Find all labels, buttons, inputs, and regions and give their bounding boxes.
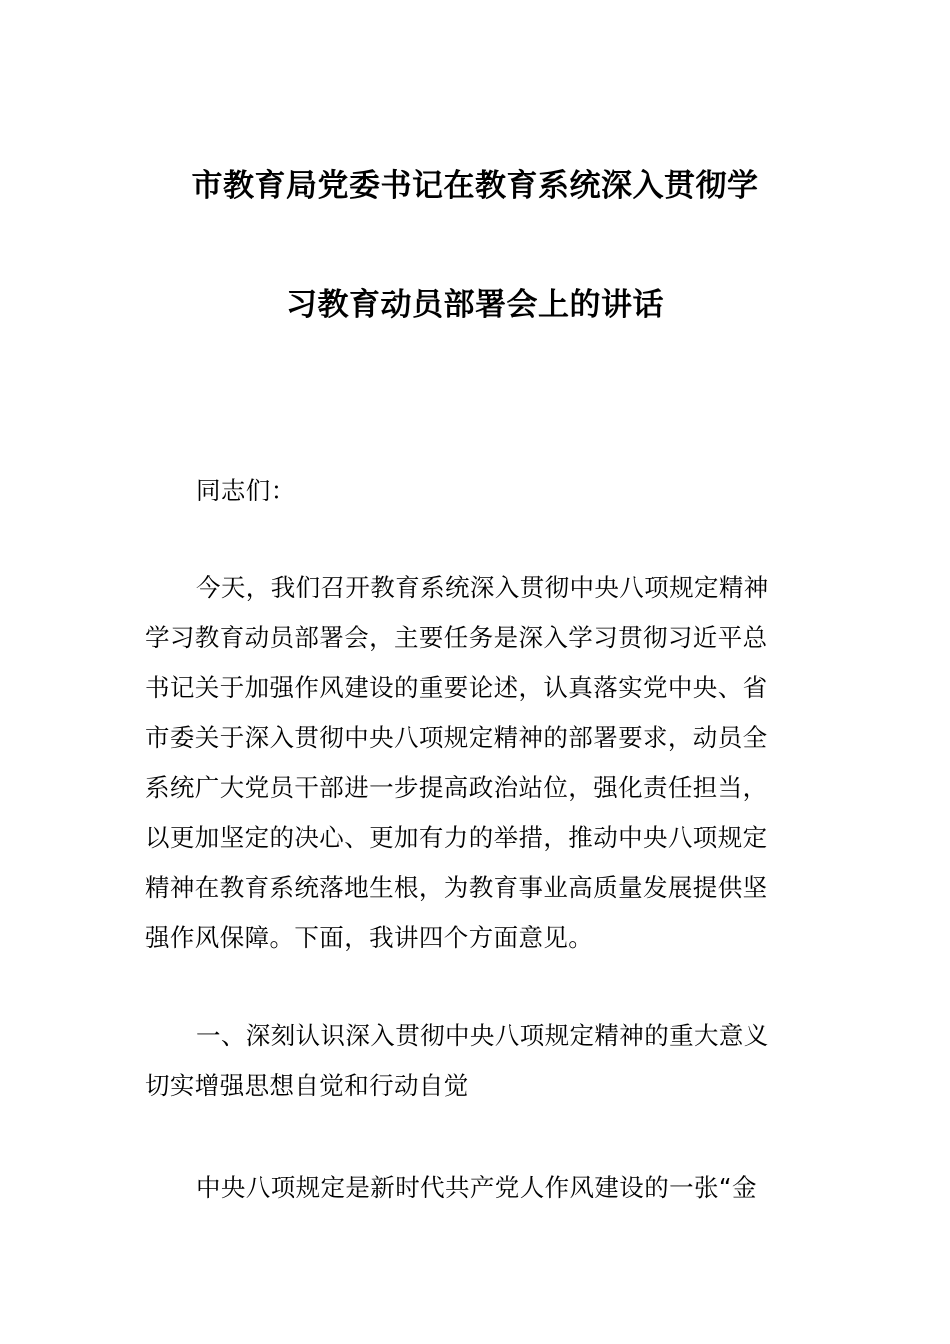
paragraph-line: 系统广大党员干部进一步提高政治站位，强化责任担当， <box>145 773 768 802</box>
paragraph-line: 书记关于加强作风建设的重要论述，认真落实党中央、省 <box>145 673 768 702</box>
paragraph-line: 强作风保障。下面，我讲四个方面意见。 <box>145 923 594 952</box>
document-title-line-1: 市教育局党委书记在教育系统深入贯彻学 <box>191 168 759 204</box>
paragraph-line: 市委关于深入贯彻中央八项规定精神的部署要求，动员全 <box>145 723 768 752</box>
paragraph-line: 以更加坚定的决心、更加有力的举措，推动中央八项规定 <box>145 823 768 852</box>
paragraph-line: 今天，我们召开教育系统深入贯彻中央八项规定精神 <box>196 573 769 602</box>
section-heading-1 <box>145 1011 810 1111</box>
document-title-line-2: 习教育动员部署会上的讲话 <box>286 287 664 323</box>
paragraph-line: 精神在教育系统落地生根，为教育事业高质量发展提供坚 <box>145 873 768 902</box>
salutation <box>145 466 810 516</box>
paragraph-line: 中央八项规定是新时代共产党人作风建设的一张“金 <box>196 1173 757 1202</box>
intro-paragraph <box>145 563 810 963</box>
next-paragraph <box>145 1163 810 1213</box>
section-heading-line: 一、深刻认识深入贯彻中央八项规定精神的重大意义 <box>196 1021 769 1050</box>
section-heading-line: 切实增强思想自觉和行动自觉 <box>145 1071 469 1100</box>
paragraph-line: 学习教育动员部署会，主要任务是深入学习贯彻习近平总 <box>145 623 768 652</box>
salutation-text: 同志们： <box>196 476 296 505</box>
